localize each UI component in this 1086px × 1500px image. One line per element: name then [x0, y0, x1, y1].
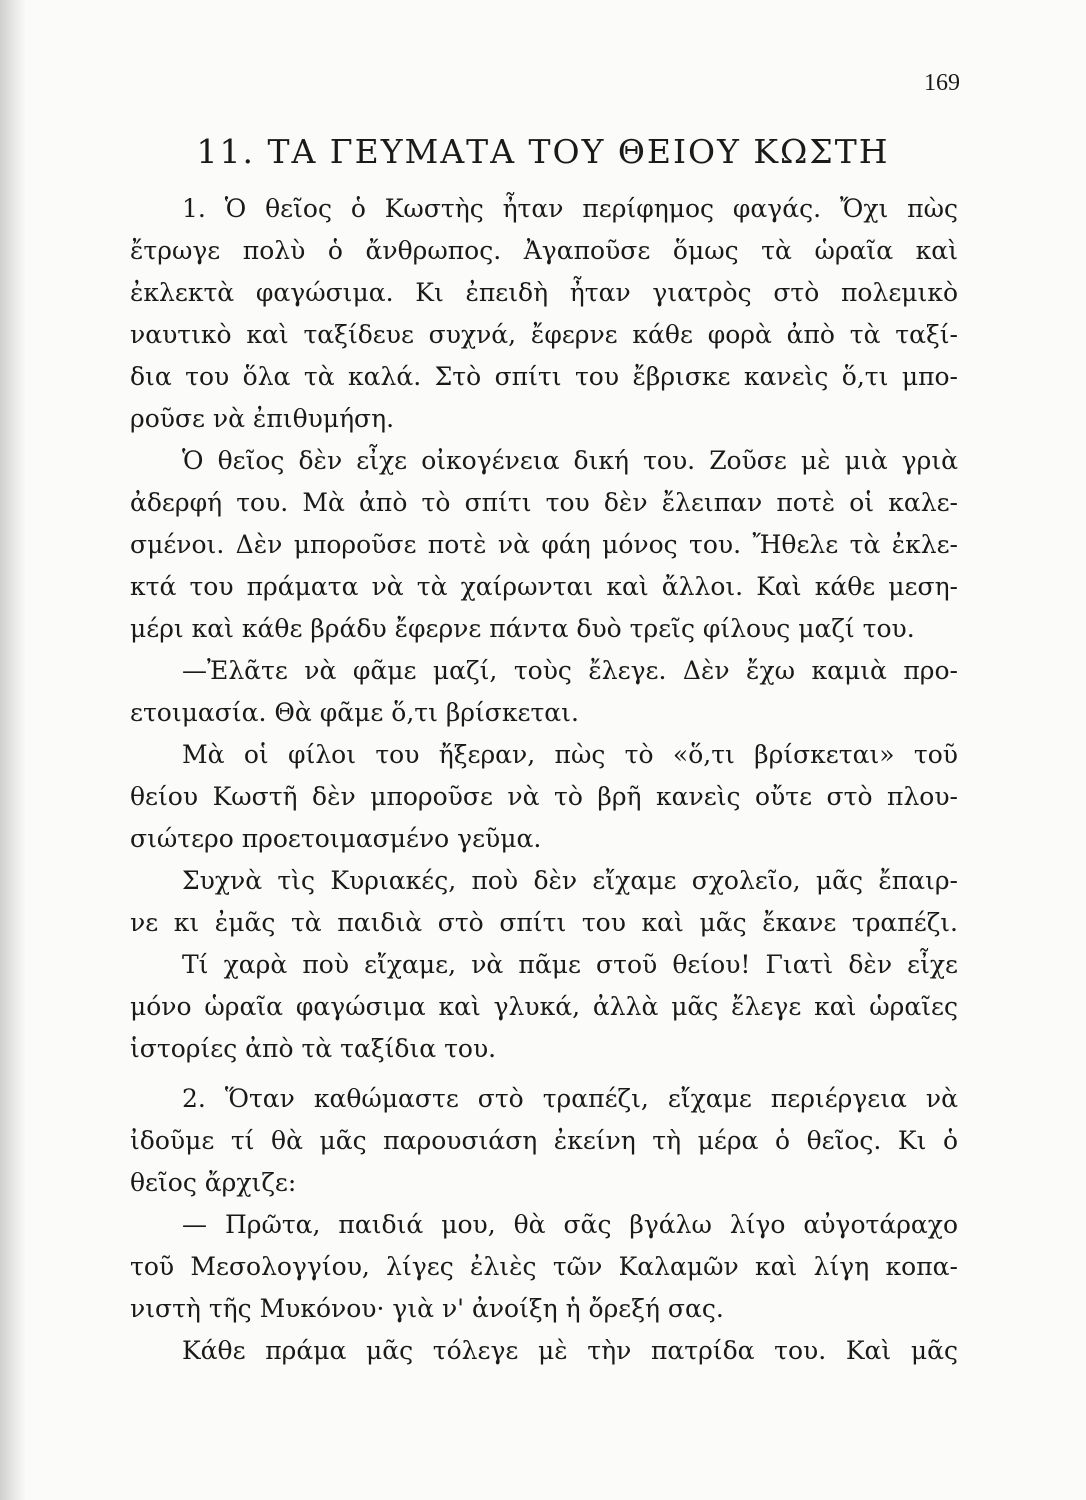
section-2	[78, 1078, 958, 1372]
text-line: μόνο ὡραῖα φαγώσιμα καὶ γλυκά, ἀλλὰ μᾶς ἔλεγε καὶ ὡραῖες	[130, 992, 958, 1021]
paragraph	[78, 1204, 958, 1330]
text-line: σιώτερο προετοιμασμένο γεῦμα.	[130, 824, 542, 853]
text-line: ναυτικὸ καὶ ταξίδευε συχνά, ἔφερνε κάθε φορὰ ἀπὸ τὰ ταξί-	[130, 320, 958, 349]
text-line: —Ἐλᾶτε νὰ φᾶμε μαζί, τοὺς ἔλεγε. Δὲν ἔχω καμιὰ προ-	[182, 656, 958, 685]
text-line: ροῦσε νὰ ἐπιθυμήση.	[130, 404, 395, 433]
text-line: δια του ὅλα τὰ καλά. Στὸ σπίτι του ἔβρισκε κανεὶς ὅ,τι μπο-	[130, 362, 958, 391]
paragraph	[78, 650, 958, 734]
section-1	[78, 188, 958, 1070]
text-line: ἱστορίες ἀπὸ τὰ ταξίδια του.	[130, 1034, 497, 1063]
text-line: Κάθε πράμα μᾶς τόλεγε μὲ τὴν πατρίδα του. Καὶ μᾶς	[182, 1336, 958, 1365]
text-line: 1. Ὁ θεῖος ὁ Κωστὴς ἦταν περίφημος φαγάς. Ὄχι πὼς	[182, 194, 958, 223]
text-line: θείου Κωστῆ δὲν μποροῦσε νὰ τὸ βρῆ κανεὶς οὔτε στὸ πλου-	[130, 782, 958, 811]
paragraph	[78, 1078, 958, 1204]
text-line: ἰδοῦμε τί θὰ μᾶς παρουσιάση ἐκείνη τὴ μέρα ὁ θεῖος. Κι ὁ	[130, 1126, 958, 1155]
text-line: νιστὴ τῆς Μυκόνου· γιὰ ν' ἀνοίξη ἡ ὄρεξή σας.	[130, 1294, 724, 1323]
paragraph	[78, 860, 958, 944]
chapter-title: 11. ΤΑ ΓΕΥΜΑΤΑ ΤΟΥ ΘΕΙΟΥ ΚΩΣΤΗ	[196, 132, 890, 171]
text-line: ἐκλεκτὰ φαγώσιμα. Κι ἐπειδὴ ἦταν γιατρὸς στὸ πολεμικὸ	[130, 278, 958, 307]
text-line: νε κι ἐμᾶς τὰ παιδιὰ στὸ σπίτι του καὶ μᾶς ἔκανε τραπέζι.	[130, 908, 958, 937]
page-number: 169	[924, 70, 960, 96]
text-line: Μὰ οἱ φίλοι του ἤξεραν, πὼς τὸ «ὅ,τι βρίσκεται» τοῦ	[182, 740, 958, 769]
text-line: ἔτρωγε πολὺ ὁ ἄνθρωπος. Ἀγαποῦσε ὅμως τὰ ὡραῖα καὶ	[130, 236, 958, 265]
text-line: Συχνὰ τὶς Κυριακές, ποὺ δὲν εἴχαμε σχολεῖο, μᾶς ἔπαιρ-	[182, 866, 958, 895]
binding-edge	[0, 0, 26, 1500]
text-line: — Πρῶτα, παιδιά μου, θὰ σᾶς βγάλω λίγο αὐγοτάραχο	[182, 1210, 958, 1239]
text-line: θεῖος ἄρχιζε:	[130, 1168, 297, 1197]
text-line: σμένοι. Δὲν μποροῦσε ποτὲ νὰ φάη μόνος του. Ἤθελε τὰ ἐκλε-	[130, 530, 958, 559]
text-line: 2. Ὅταν καθώμαστε στὸ τραπέζι, εἴχαμε περιέργεια νὰ	[182, 1084, 958, 1113]
paragraph	[78, 1330, 958, 1372]
paragraph	[78, 188, 958, 440]
text-line: Τί χαρὰ ποὺ εἴχαμε, νὰ πᾶμε στοῦ θείου! Γιατὶ δὲν εἶχε	[182, 950, 958, 979]
paragraph	[78, 734, 958, 860]
text-line: ετοιμασία. Θὰ φᾶμε ὅ,τι βρίσκεται.	[130, 698, 579, 727]
text-line: Ὁ θεῖος δὲν εἶχε οἰκογένεια δική του. Ζοῦσε μὲ μιὰ γριὰ	[182, 446, 958, 475]
text-line: ἀδερφή του. Μὰ ἀπὸ τὸ σπίτι του δὲν ἔλειπαν ποτὲ οἱ καλε-	[130, 488, 958, 517]
paragraph	[78, 944, 958, 1070]
paragraph	[78, 440, 958, 650]
text-line: μέρι καὶ κάθε βράδυ ἔφερνε πάντα δυὸ τρεῖς φίλους μαζί του.	[130, 614, 915, 643]
text-line: κτά του πράματα νὰ τὰ χαίρωνται καὶ ἄλλοι. Καὶ κάθε μεση-	[130, 572, 958, 601]
text-line: τοῦ Μεσολογγίου, λίγες ἐλιὲς τῶν Καλαμῶν καὶ λίγη κοπα-	[130, 1252, 958, 1281]
